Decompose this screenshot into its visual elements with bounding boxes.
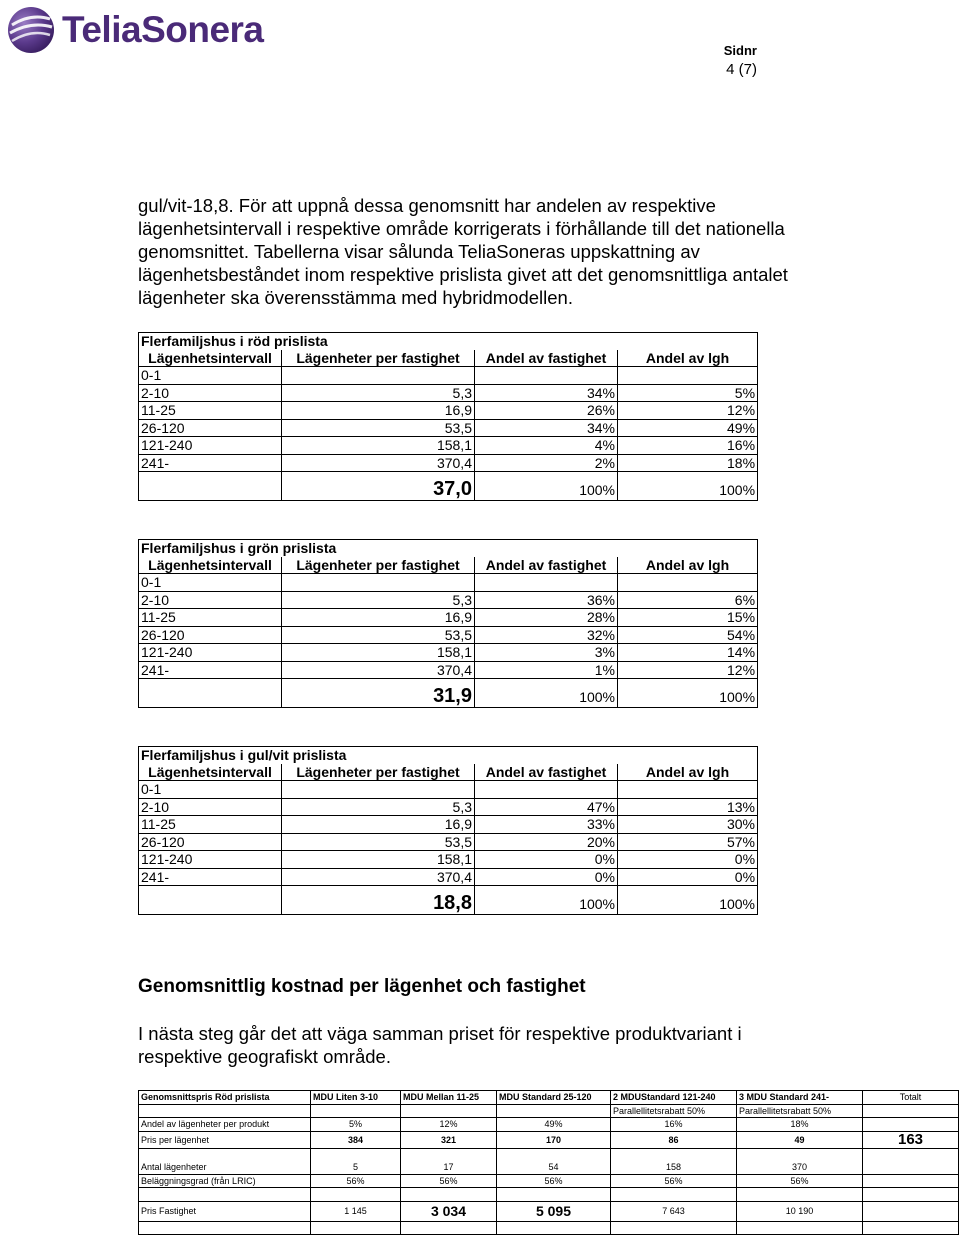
total-row — [139, 886, 758, 915]
cell: 121-240 — [139, 644, 282, 662]
cell — [475, 367, 618, 385]
table-row — [139, 781, 758, 799]
row-label: Pris per lägenhet — [139, 1131, 311, 1148]
cell — [475, 781, 618, 799]
cell: 16,9 — [282, 609, 475, 627]
table-row — [139, 591, 758, 609]
average-value: 18,8 — [433, 892, 472, 914]
intro-line: genomsnittet. Tabellerna visar sålunda TeliaSoneras uppskattning av — [138, 241, 700, 262]
cell: 49 — [737, 1131, 863, 1148]
cell: 100% — [618, 472, 758, 501]
total-price-per-apartment: 163 — [863, 1131, 959, 1148]
cell: 100% — [475, 886, 618, 915]
cell: 0-1 — [139, 367, 282, 385]
row-label: Andel av lägenheter per produkt — [139, 1118, 311, 1132]
cell: 158,1 — [282, 437, 475, 455]
table-row — [139, 367, 758, 385]
cell: 0% — [618, 851, 758, 869]
column-header: Lägenheter per fastighet — [282, 764, 475, 781]
column-header: Totalt — [863, 1091, 959, 1105]
cell: 158,1 — [282, 644, 475, 662]
intro-line: lägenhetsintervall i respektive område korrigerats i förhållande till det nationella — [138, 218, 785, 239]
cell — [282, 781, 475, 799]
column-header: Andel av lgh — [618, 764, 758, 781]
cell: 18% — [618, 454, 758, 472]
cell: 26-120 — [139, 419, 282, 437]
table-row — [139, 609, 758, 627]
cell: 32% — [475, 626, 618, 644]
cell: 34% — [475, 384, 618, 402]
cell: 241- — [139, 454, 282, 472]
cell — [282, 367, 475, 385]
cell: 121-240 — [139, 851, 282, 869]
cell: 0-1 — [139, 781, 282, 799]
cell: 12% — [401, 1118, 497, 1132]
cell — [139, 886, 282, 915]
cell: 370 — [737, 1161, 863, 1174]
cell: 56% — [311, 1174, 401, 1188]
cell: 370,4 — [282, 454, 475, 472]
table-row — [139, 644, 758, 662]
yellow-white-pricelist-table — [138, 746, 758, 915]
page-number: 4 (7) — [726, 61, 757, 78]
cell: 158 — [611, 1161, 737, 1174]
cell: 49% — [497, 1118, 611, 1132]
cell: 0-1 — [139, 574, 282, 592]
page-label: Sidnr — [723, 43, 757, 58]
cell: 56% — [611, 1174, 737, 1188]
cell: 26-120 — [139, 833, 282, 851]
cell: 57% — [618, 833, 758, 851]
column-header: Lägenheter per fastighet — [282, 557, 475, 574]
intro-line: lägenheter ska överensstämma med hybridmodellen. — [138, 287, 573, 308]
column-header: Andel av fastighet — [475, 764, 618, 781]
intro-paragraph — [138, 194, 878, 309]
cell: 0% — [475, 868, 618, 886]
cell: 100% — [475, 679, 618, 708]
table-row — [139, 574, 758, 592]
cell — [139, 472, 282, 501]
column-header: 3 MDU Standard 241- — [737, 1091, 863, 1105]
cell: Parallellitetsrabatt 50% — [611, 1104, 737, 1118]
cell — [618, 574, 758, 592]
company-logo — [6, 4, 264, 56]
cell: 16% — [618, 437, 758, 455]
cell: 30% — [618, 816, 758, 834]
table-row — [139, 626, 758, 644]
average-value: 37,0 — [433, 478, 472, 500]
column-header: 2 MDUStandard 121-240 — [611, 1091, 737, 1105]
cell: 56% — [401, 1174, 497, 1188]
column-header: Lägenhetsintervall — [139, 557, 282, 574]
cell — [311, 1104, 401, 1118]
cell: 36% — [475, 591, 618, 609]
table-row — [139, 1174, 959, 1188]
cell: 5 095 — [497, 1201, 611, 1221]
cell: 2% — [475, 454, 618, 472]
table-row — [139, 868, 758, 886]
row-label: Beläggningsgrad (från LRIC) — [139, 1174, 311, 1188]
cell: 5% — [618, 384, 758, 402]
cell: 12% — [618, 661, 758, 679]
cell: 0% — [618, 868, 758, 886]
cell: 49% — [618, 419, 758, 437]
cell: 5 — [311, 1161, 401, 1174]
column-header: Genomsnittspris Röd prislista — [139, 1091, 311, 1105]
section-heading: Genomsnittlig kostnad per lägenhet och fastighet — [138, 976, 586, 997]
column-header: MDU Liten 3-10 — [311, 1091, 401, 1105]
cell: 100% — [618, 886, 758, 915]
table-row — [139, 437, 758, 455]
cell: 16,9 — [282, 816, 475, 834]
cell: 12% — [618, 402, 758, 420]
cell — [863, 1201, 959, 1221]
table-row — [139, 1118, 959, 1132]
cell: 5% — [311, 1118, 401, 1132]
column-header: Andel av lgh — [618, 350, 758, 367]
cell: 54 — [497, 1161, 611, 1174]
table-row — [139, 402, 758, 420]
cell: 18% — [737, 1118, 863, 1132]
cell: 2-10 — [139, 591, 282, 609]
cell — [863, 1104, 959, 1118]
cell: 14% — [618, 644, 758, 662]
cell: 100% — [618, 679, 758, 708]
paragraph-line: respektive geografiskt område. — [138, 1046, 391, 1067]
cell: 16,9 — [282, 402, 475, 420]
cell: 158,1 — [282, 851, 475, 869]
cell — [497, 1104, 611, 1118]
cell: 28% — [475, 609, 618, 627]
cell: 100% — [475, 472, 618, 501]
table-title: Flerfamiljshus i gul/vit prislista — [139, 747, 758, 764]
section-paragraph — [138, 1022, 838, 1068]
cell: 2-10 — [139, 384, 282, 402]
row-label: Pris Fastighet — [139, 1201, 311, 1221]
cell: 53,5 — [282, 833, 475, 851]
cell — [139, 679, 282, 708]
table-row — [139, 454, 758, 472]
cell: 1% — [475, 661, 618, 679]
average-value: 31,9 — [433, 685, 472, 707]
cell: 17 — [401, 1161, 497, 1174]
cell — [863, 1118, 959, 1132]
cell: 56% — [497, 1174, 611, 1188]
cell: 26% — [475, 402, 618, 420]
cell: 170 — [497, 1131, 611, 1148]
cell — [618, 781, 758, 799]
cell: 5,3 — [282, 591, 475, 609]
column-header: Andel av fastighet — [475, 350, 618, 367]
column-header: MDU Mellan 11-25 — [401, 1091, 497, 1105]
cell: 321 — [401, 1131, 497, 1148]
logo-wordmark: TeliaSonera — [62, 9, 264, 50]
cell: 86 — [611, 1131, 737, 1148]
column-header: Lägenhetsintervall — [139, 350, 282, 367]
cell: 370,4 — [282, 661, 475, 679]
total-row — [139, 679, 758, 708]
cell: 121-240 — [139, 437, 282, 455]
table-row — [139, 1161, 959, 1174]
table-row — [139, 816, 758, 834]
cell: 4% — [475, 437, 618, 455]
table-row — [139, 1131, 959, 1148]
table-row — [139, 1201, 959, 1221]
cell — [401, 1104, 497, 1118]
cell: 16% — [611, 1118, 737, 1132]
teliasonera-swirl-logo-icon — [6, 5, 56, 55]
cell: 34% — [475, 419, 618, 437]
cell: 53,5 — [282, 419, 475, 437]
cell: 5,3 — [282, 384, 475, 402]
total-row — [139, 472, 758, 501]
cell: 26-120 — [139, 626, 282, 644]
cell: 370,4 — [282, 868, 475, 886]
column-header: MDU Standard 25-120 — [497, 1091, 611, 1105]
cell: 54% — [618, 626, 758, 644]
cell — [618, 367, 758, 385]
cell — [475, 574, 618, 592]
cell: 13% — [618, 798, 758, 816]
column-header: Andel av lgh — [618, 557, 758, 574]
cell: 1 145 — [311, 1201, 401, 1221]
paragraph-line: I nästa steg går det att väga samman priset för respektive produktvariant i — [138, 1023, 742, 1044]
column-header: Andel av fastighet — [475, 557, 618, 574]
column-header: Lägenhetsintervall — [139, 764, 282, 781]
intro-line: lägenhetsbeståndet inom respektive prislista givet att det genomsnittliga antalet — [138, 264, 788, 285]
cell: 11-25 — [139, 816, 282, 834]
cell: 6% — [618, 591, 758, 609]
cell: 0% — [475, 851, 618, 869]
cell: 11-25 — [139, 609, 282, 627]
intro-line: gul/vit-18,8. För att uppnå dessa genomsnitt har andelen av respektive — [138, 195, 716, 216]
table-row — [139, 661, 758, 679]
cell: 47% — [475, 798, 618, 816]
cell: 2-10 — [139, 798, 282, 816]
cell: 7 643 — [611, 1201, 737, 1221]
cell — [139, 1104, 311, 1118]
cost-table — [138, 1090, 959, 1235]
red-pricelist-table — [138, 332, 758, 501]
table-title: Flerfamiljshus i grön prislista — [139, 540, 758, 557]
green-pricelist-table — [138, 539, 758, 708]
cell: 56% — [737, 1174, 863, 1188]
cell: 11-25 — [139, 402, 282, 420]
cell: Parallellitetsrabatt 50% — [737, 1104, 863, 1118]
cell: 241- — [139, 661, 282, 679]
table-row — [139, 851, 758, 869]
cell: 241- — [139, 868, 282, 886]
cell: 33% — [475, 816, 618, 834]
cell: 20% — [475, 833, 618, 851]
cell: 3% — [475, 644, 618, 662]
column-header: Lägenheter per fastighet — [282, 350, 475, 367]
cell — [863, 1161, 959, 1174]
table-row — [139, 419, 758, 437]
cell — [863, 1174, 959, 1188]
cell: 10 190 — [737, 1201, 863, 1221]
cell — [282, 574, 475, 592]
cell: 5,3 — [282, 798, 475, 816]
cell: 384 — [311, 1131, 401, 1148]
table-row — [139, 798, 758, 816]
table-row — [139, 833, 758, 851]
table-row — [139, 384, 758, 402]
table-title: Flerfamiljshus i röd prislista — [139, 333, 758, 350]
cell: 3 034 — [401, 1201, 497, 1221]
row-label: Antal lägenheter — [139, 1161, 311, 1174]
cell: 53,5 — [282, 626, 475, 644]
cell: 15% — [618, 609, 758, 627]
